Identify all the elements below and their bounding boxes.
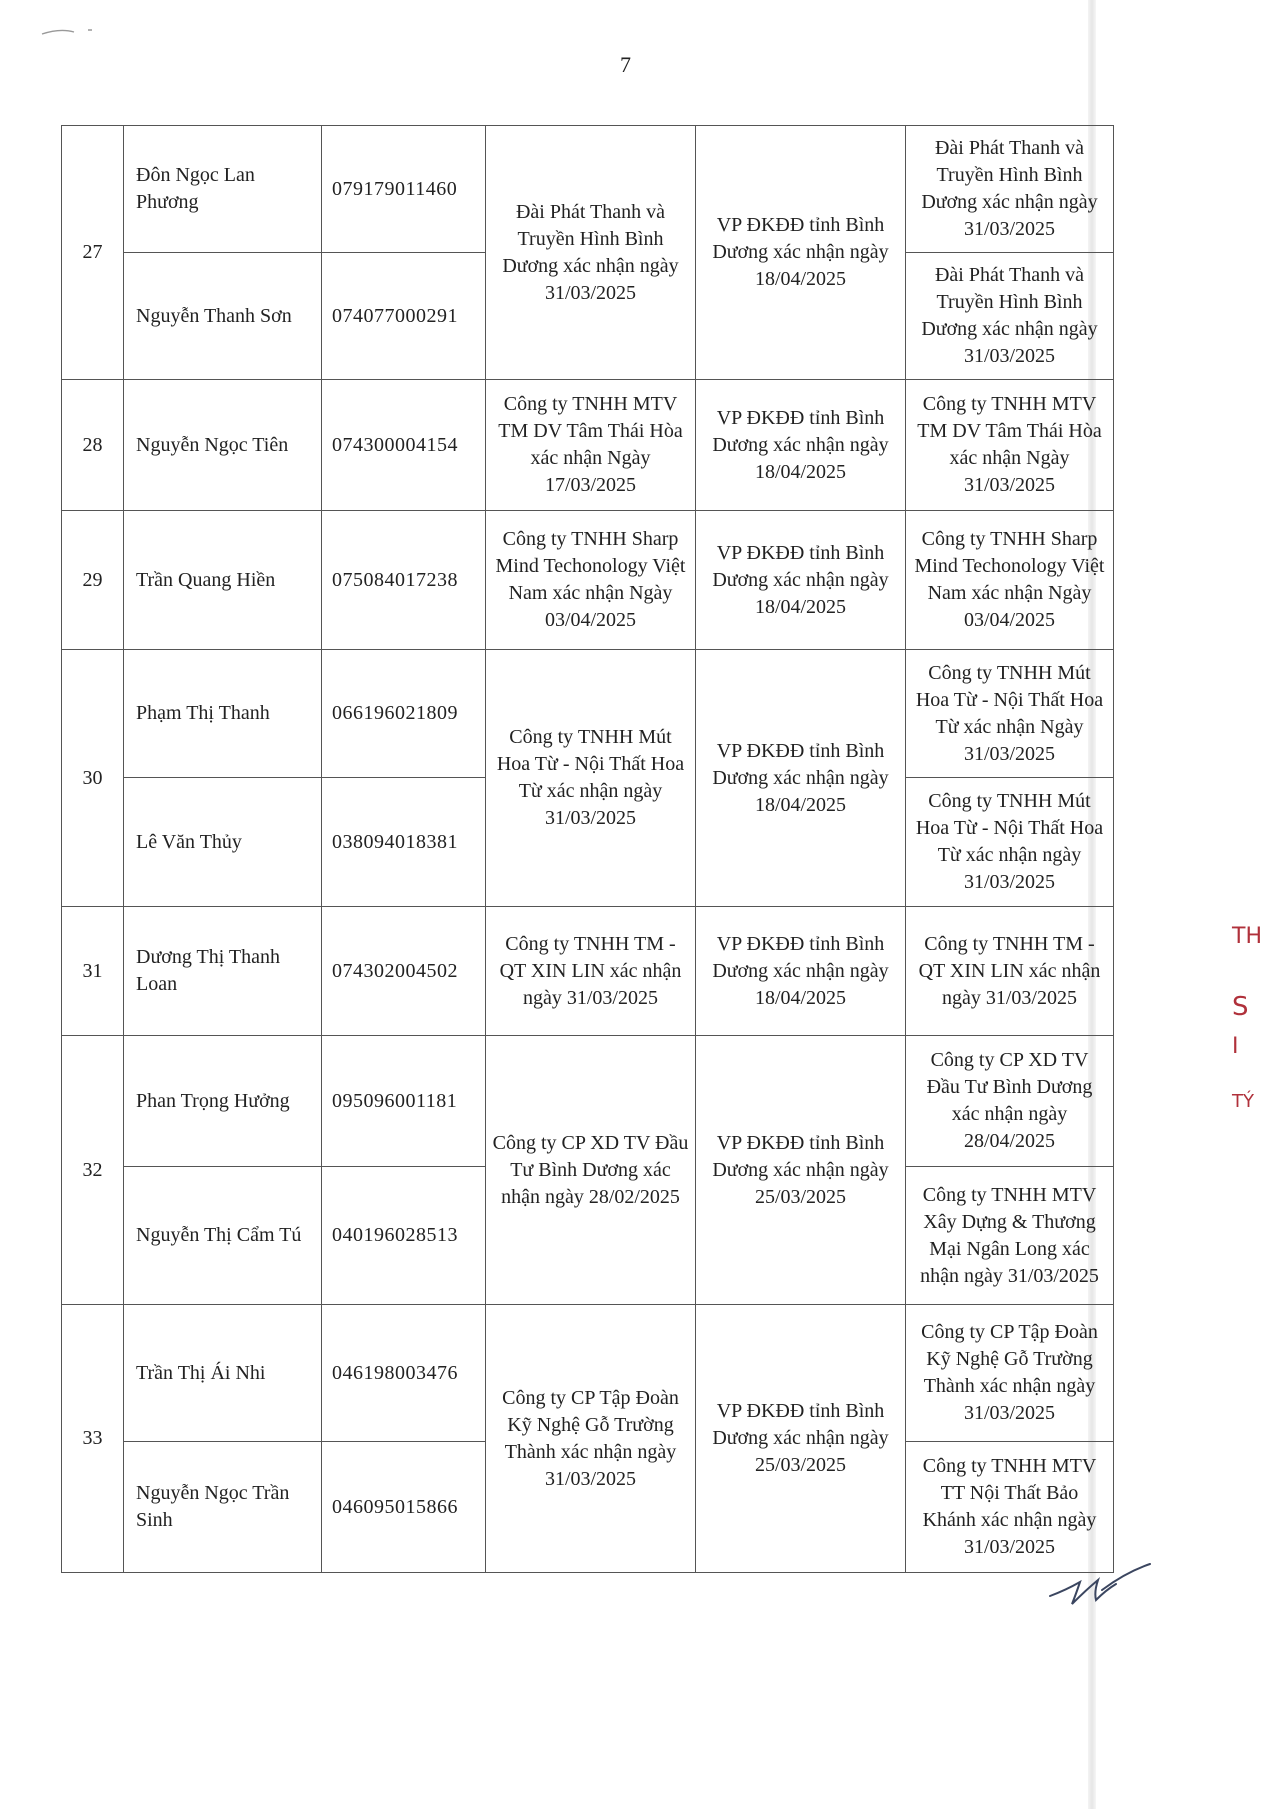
- person-confirmation-cell: Công ty TNHH Mút Hoa Từ - Nội Thất Hoa Từ xác nhận Ngày 31/03/2025: [906, 650, 1114, 778]
- office-confirmation-cell: VP ĐKĐĐ tỉnh Bình Dương xác nhận ngày 25/03/2025: [696, 1036, 906, 1305]
- id-number-cell: 079179011460: [322, 126, 486, 253]
- person-name-cell: Đôn Ngọc Lan Phương: [124, 126, 322, 253]
- margin-stamp-text: TH: [1232, 924, 1262, 949]
- page-number: 7: [620, 52, 631, 77]
- id-number-cell: 095096001181: [322, 1036, 486, 1167]
- row-number-cell: 33: [62, 1305, 124, 1573]
- signature-mark: [1046, 1560, 1156, 1610]
- margin-stamp-text: S: [1232, 992, 1249, 1022]
- row-number-cell: 31: [62, 907, 124, 1036]
- person-confirmation-cell: Đài Phát Thanh và Truyền Hình Bình Dương xác nhận ngày 31/03/2025: [906, 253, 1114, 380]
- id-number-cell: 038094018381: [322, 778, 486, 907]
- employer-confirmation-cell: Công ty CP XD TV Đầu Tư Bình Dương xác nhận ngày 28/02/2025: [486, 1036, 696, 1305]
- row-number-cell: 29: [62, 511, 124, 650]
- office-confirmation-cell: VP ĐKĐĐ tỉnh Bình Dương xác nhận ngày 25/03/2025: [696, 1305, 906, 1573]
- employer-confirmation-cell: Đài Phát Thanh và Truyền Hình Bình Dương xác nhận ngày 31/03/2025: [486, 126, 696, 380]
- person-name-cell: Phạm Thị Thanh: [124, 650, 322, 778]
- id-number-cell: 040196028513: [322, 1167, 486, 1305]
- person-name-cell: Nguyễn Ngọc Trần Sinh: [124, 1442, 322, 1573]
- margin-stamp-text: I: [1232, 1034, 1239, 1059]
- person-confirmation-cell: Công ty CP Tập Đoàn Kỹ Nghệ Gỗ Trường Thành xác nhận ngày 31/03/2025: [906, 1305, 1114, 1442]
- office-confirmation-cell: VP ĐKĐĐ tỉnh Bình Dương xác nhận ngày 18/04/2025: [696, 126, 906, 380]
- office-confirmation-cell: VP ĐKĐĐ tỉnh Bình Dương xác nhận ngày 18/04/2025: [696, 907, 906, 1036]
- person-name-cell: Nguyễn Thị Cẩm Tú: [124, 1167, 322, 1305]
- person-name-cell: Nguyễn Ngọc Tiên: [124, 380, 322, 511]
- table-row: [62, 907, 1114, 1036]
- person-confirmation-cell: Công ty TNHH Mút Hoa Từ - Nội Thất Hoa Từ xác nhận ngày 31/03/2025: [906, 778, 1114, 907]
- person-confirmation-cell: Công ty CP XD TV Đầu Tư Bình Dương xác nhận ngày 28/04/2025: [906, 1036, 1114, 1167]
- person-confirmation-cell: Công ty TNHH MTV TT Nội Thất Bảo Khánh xác nhận ngày 31/03/2025: [906, 1442, 1114, 1573]
- id-number-cell: 075084017238: [322, 511, 486, 650]
- person-confirmation-cell: Đài Phát Thanh và Truyền Hình Bình Dương xác nhận ngày 31/03/2025: [906, 126, 1114, 253]
- id-number-cell: 074302004502: [322, 907, 486, 1036]
- person-confirmation-cell: Công ty TNHH MTV Xây Dựng & Thương Mại Ngân Long xác nhận ngày 31/03/2025: [906, 1167, 1114, 1305]
- person-confirmation-cell: Công ty TNHH Sharp Mind Techonology Việt Nam xác nhận Ngày 03/04/2025: [906, 511, 1114, 650]
- scan-speck-mark: [40, 20, 110, 40]
- person-name-cell: Lê Văn Thủy: [124, 778, 322, 907]
- employer-confirmation-cell: Công ty TNHH Mút Hoa Từ - Nội Thất Hoa Từ xác nhận ngày 31/03/2025: [486, 650, 696, 907]
- row-number-cell: 28: [62, 380, 124, 511]
- person-name-cell: Nguyễn Thanh Sơn: [124, 253, 322, 380]
- employer-confirmation-cell: Công ty TNHH Sharp Mind Techonology Việt Nam xác nhận Ngày 03/04/2025: [486, 511, 696, 650]
- id-number-cell: 066196021809: [322, 650, 486, 778]
- table-row: [62, 511, 1114, 650]
- employer-confirmation-cell: Công ty TNHH TM - QT XIN LIN xác nhận ngày 31/03/2025: [486, 907, 696, 1036]
- person-name-cell: Trần Thị Ái Nhi: [124, 1305, 322, 1442]
- person-name-cell: Phan Trọng Hưởng: [124, 1036, 322, 1167]
- records-table: [61, 125, 1114, 1573]
- id-number-cell: 046198003476: [322, 1305, 486, 1442]
- row-number-cell: 27: [62, 126, 124, 380]
- id-number-cell: 074300004154: [322, 380, 486, 511]
- office-confirmation-cell: VP ĐKĐĐ tỉnh Bình Dương xác nhận ngày 18/04/2025: [696, 511, 906, 650]
- person-name-cell: Trần Quang Hiền: [124, 511, 322, 650]
- table-row: [62, 380, 1114, 511]
- employer-confirmation-cell: Công ty CP Tập Đoàn Kỹ Nghệ Gỗ Trường Thành xác nhận ngày 31/03/2025: [486, 1305, 696, 1573]
- office-confirmation-cell: VP ĐKĐĐ tỉnh Bình Dương xác nhận ngày 18/04/2025: [696, 380, 906, 511]
- office-confirmation-cell: VP ĐKĐĐ tỉnh Bình Dương xác nhận ngày 18/04/2025: [696, 650, 906, 907]
- row-number-cell: 32: [62, 1036, 124, 1305]
- person-confirmation-cell: Công ty TNHH MTV TM DV Tâm Thái Hòa xác nhận Ngày 31/03/2025: [906, 380, 1114, 511]
- employer-confirmation-cell: Công ty TNHH MTV TM DV Tâm Thái Hòa xác nhận Ngày 17/03/2025: [486, 380, 696, 511]
- table-row: [62, 650, 1114, 778]
- person-name-cell: Dương Thị Thanh Loan: [124, 907, 322, 1036]
- records-table-wrap: [61, 125, 1114, 1573]
- margin-stamp-text: TÝ: [1232, 1091, 1254, 1112]
- id-number-cell: 046095015866: [322, 1442, 486, 1573]
- table-row: [62, 1036, 1114, 1167]
- row-number-cell: 30: [62, 650, 124, 907]
- person-confirmation-cell: Công ty TNHH TM - QT XIN LIN xác nhận ngày 31/03/2025: [906, 907, 1114, 1036]
- table-row: [62, 126, 1114, 253]
- table-row: [62, 1305, 1114, 1442]
- id-number-cell: 074077000291: [322, 253, 486, 380]
